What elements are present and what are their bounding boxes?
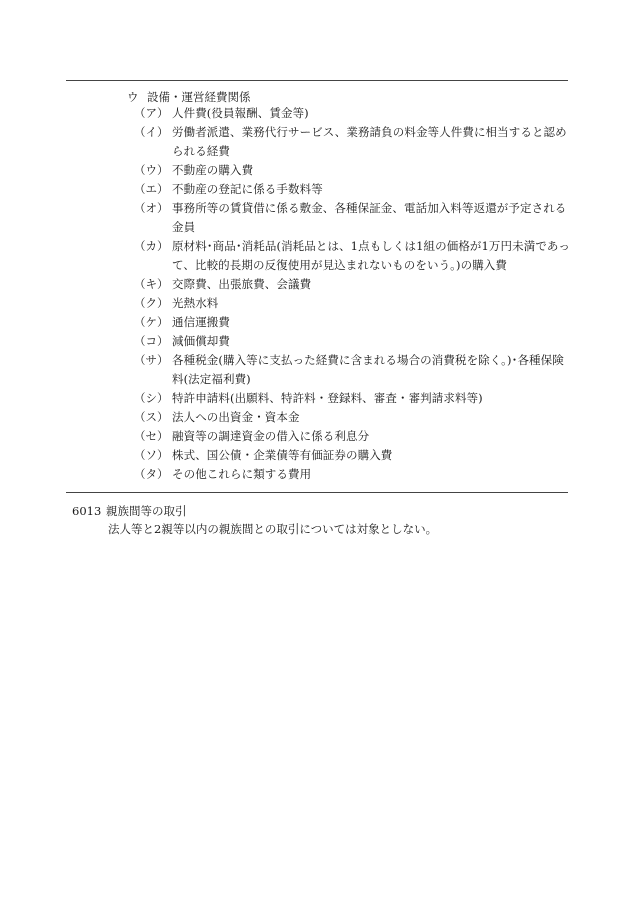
- section-divider: [66, 492, 568, 493]
- item-number: （ア）: [134, 106, 169, 120]
- list-item: [134, 237, 574, 275]
- list-item: [134, 351, 574, 389]
- item-text: 株式、国公債・企業債等有価証券の購入費: [172, 448, 393, 462]
- top-divider: [66, 80, 568, 81]
- item-number: （シ）: [134, 391, 169, 405]
- item-text: 特許申請料(出願料、特許料・登録料、審査・審判請求料等): [172, 391, 483, 405]
- item-number: （セ）: [134, 429, 169, 443]
- item-text: その他これらに類する費用: [172, 467, 312, 481]
- item-text: 減価償却費: [172, 334, 230, 348]
- list-item: [134, 180, 574, 199]
- item-number: （ソ）: [134, 448, 169, 462]
- list-item: [134, 161, 574, 180]
- item-text: 労働者派遣、業務代行サービス、業務請負の料金等人件費に相当すると認められる経費: [172, 125, 567, 158]
- item-text: 各種税金(購入等に支払った経費に含まれる場合の消費税を除く。)･各種保険料(法定福利費): [172, 353, 564, 386]
- list-item: [134, 199, 574, 237]
- item-number: （イ）: [134, 125, 169, 139]
- item-number: （エ）: [134, 182, 169, 196]
- item-text: 事務所等の賃貸借に係る敷金、各種保証金、電話加入料等返還が予定される金員: [172, 201, 567, 234]
- item-text: 法人への出資金・資本金: [172, 410, 300, 424]
- list-item: [134, 313, 574, 332]
- list-item: [134, 104, 574, 123]
- item-text: 不動産の登記に係る手数料等: [172, 182, 323, 196]
- list-item: [134, 465, 574, 484]
- item-number: （コ）: [134, 334, 169, 348]
- item-number: （サ）: [134, 353, 169, 367]
- item-number: （カ）: [134, 239, 169, 253]
- item-number: （オ）: [134, 201, 169, 215]
- item-number: （キ）: [134, 277, 169, 291]
- list-item: [134, 275, 574, 294]
- item-text: 人件費(役員報酬、賃金等): [172, 106, 309, 120]
- subsection-code: 6013: [72, 504, 102, 518]
- subsection-body: 法人等と2親等以内の親族間との取引については対象としない。: [108, 522, 438, 536]
- list-item: [134, 427, 574, 446]
- item-text: 光熱水料: [172, 296, 219, 310]
- item-number: （ク）: [134, 296, 169, 310]
- item-text: 原材料･商品･消耗品(消耗品とは、1点もしくは1組の価格が1万円未満であって、比較的長期の反復使用が見込まれないものをいう。)の購入費: [172, 239, 571, 272]
- item-text: 通信運搬費: [172, 315, 230, 329]
- item-text: 不動産の購入費: [172, 163, 254, 177]
- list-item: [134, 446, 574, 465]
- item-number: （ス）: [134, 410, 169, 424]
- item-number: （ウ）: [134, 163, 169, 177]
- list-item: [134, 332, 574, 351]
- section-mark: ウ: [127, 90, 139, 104]
- item-number: （タ）: [134, 467, 169, 481]
- list-item: [134, 389, 574, 408]
- item-text: 交際費、出張旅費、会議費: [172, 277, 312, 291]
- subsection-heading: [72, 502, 187, 520]
- subsection-title: 親族間等の取引: [106, 504, 187, 518]
- list-item: [134, 408, 574, 427]
- section-title: 設備・運営経費関係: [147, 90, 251, 104]
- list-item: [134, 294, 574, 313]
- item-number: （ケ）: [134, 315, 169, 329]
- item-text: 融資等の調達資金の借入に係る利息分: [172, 429, 370, 443]
- list-item: [134, 123, 574, 161]
- expense-item-list: [134, 104, 574, 484]
